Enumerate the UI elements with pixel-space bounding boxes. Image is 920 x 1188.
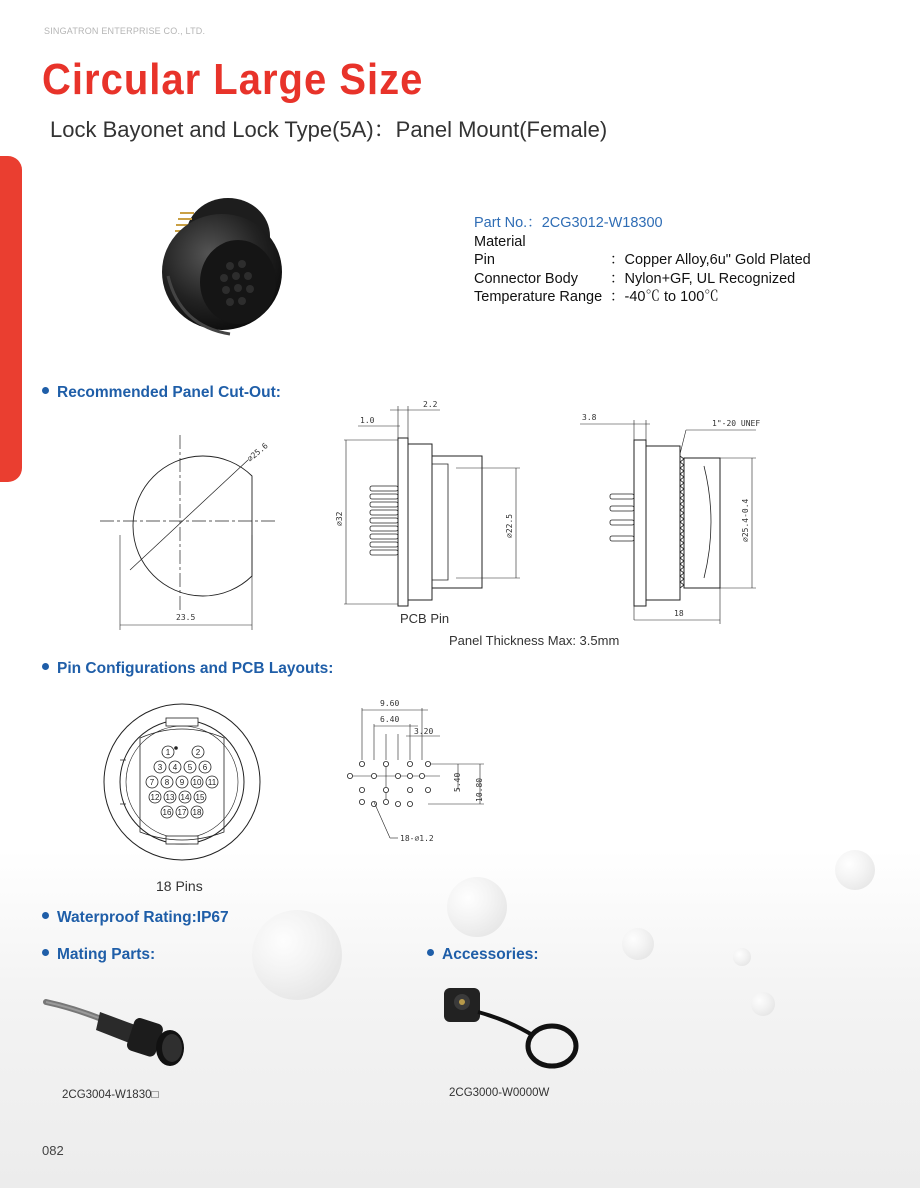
spec-value: ：Copper Alloy,6u" Gold Plated [610, 252, 811, 268]
pcb-dim-9-60: 9.60 [380, 699, 400, 708]
company-name: SINGATRON ENTERPRISE CO., LTD. [44, 26, 206, 36]
pcb-hole [359, 787, 364, 792]
pcb-hole [425, 787, 430, 792]
pcb-hole [425, 761, 430, 766]
panel-thickness-note: Panel Thickness Max: 3.5mm [449, 633, 620, 648]
spec-key: Connector Body [474, 270, 578, 287]
decorative-bubble [751, 992, 775, 1016]
accessory-photo [438, 980, 588, 1070]
decorative-bubble [252, 910, 342, 1000]
dim-length: 18 [674, 609, 684, 618]
pin-number: 15 [195, 793, 205, 802]
pin-number: 4 [172, 763, 178, 772]
pcb-hole [407, 773, 412, 778]
part-number-label: Part No.： [474, 215, 542, 231]
spec-table [474, 214, 811, 307]
pcb-hole [371, 773, 376, 778]
dim-thread-dia: ∅25.4-0.4 [741, 498, 750, 542]
dim-1-0: 1.0 [360, 416, 375, 425]
pin-number: 5 [187, 763, 193, 772]
pin-number: 7 [149, 778, 155, 787]
pin-number: 9 [179, 778, 185, 787]
section-heading-mating: Mating Parts: [42, 946, 155, 964]
thread-spec: 1"-20 UNEF [712, 419, 761, 428]
page-number: 082 [42, 1143, 64, 1158]
pin-number: 10 [192, 778, 202, 787]
pcb-hole [395, 773, 400, 778]
pcb-hole [407, 801, 412, 806]
decorative-bubble [447, 877, 507, 937]
pin-number: 18 [192, 808, 202, 817]
pcb-dim-6-40: 6.40 [380, 715, 400, 724]
pin-number: 1 [165, 748, 171, 757]
mating-part-number: 2CG3004-W1830□ [62, 1089, 159, 1101]
connector-photo [150, 186, 280, 346]
pin-number: 13 [165, 793, 175, 802]
dim-3-8: 3.8 [582, 413, 597, 422]
section-heading-waterproof: Waterproof Rating:IP67 [42, 909, 229, 927]
pin-number: 16 [162, 808, 172, 817]
pcb-pin-caption: PCB Pin [400, 611, 450, 626]
spec-row [474, 251, 811, 270]
dim-outer-dia: ∅32 [335, 511, 344, 526]
page-subtitle: Lock Bayonet and Lock Type(5A)：Panel Mount(Female) [50, 117, 608, 142]
pcb-hole [359, 761, 364, 766]
decorative-bubble [622, 928, 654, 960]
section-heading-pins: Pin Configurations and PCB Layouts: [42, 660, 333, 678]
section-heading-accessories: Accessories: [427, 946, 539, 964]
pcb-dim-10-80: 10.80 [475, 777, 484, 802]
dim-inner-dia: ∅22.5 [505, 513, 514, 538]
spec-value: ：-40℃ to 100℃ [610, 289, 719, 305]
pin-number: 2 [195, 748, 201, 757]
spec-row [474, 270, 811, 289]
pcb-dim-3-20: 3.20 [414, 727, 434, 736]
pcb-hole [383, 787, 388, 792]
side-tab [0, 156, 22, 482]
decorative-bubble [835, 850, 875, 890]
accessory-part-number: 2CG3000-W0000W [449, 1087, 550, 1099]
pcb-layout-drawing [340, 698, 500, 858]
decorative-bubble [733, 948, 751, 966]
pin-number: 12 [150, 793, 160, 802]
pcb-hole [395, 801, 400, 806]
spec-key: Temperature Range [474, 289, 603, 305]
pcb-dim-5-40: 5.40 [453, 772, 462, 792]
thread-view-drawing [580, 410, 770, 630]
pcb-hole [359, 799, 364, 804]
cutout-diameter: ∅25.6 [245, 441, 270, 464]
pcb-hole [407, 787, 412, 792]
pcb-hole [383, 761, 388, 766]
pcb-hole [407, 761, 412, 766]
cutout-width: 23.5 [176, 613, 196, 622]
pin-number: 14 [180, 793, 190, 802]
pin-number: 3 [157, 763, 163, 772]
pin-number: 6 [202, 763, 208, 772]
material-label: Material [474, 233, 526, 250]
mating-part-photo [44, 990, 204, 1070]
page-title: Circular Large Size [42, 56, 424, 104]
side-view-drawing [330, 398, 530, 628]
dim-2-2: 2.2 [423, 400, 438, 409]
pin-count-caption: 18 Pins [156, 878, 203, 894]
part-number: 2CG3012-W18300 [541, 215, 663, 231]
section-heading-cutout: Recommended Panel Cut-Out: [42, 384, 281, 402]
pcb-hole [383, 799, 388, 804]
pcb-hole [419, 773, 424, 778]
part-number-row [474, 214, 811, 233]
pin-number: 17 [177, 808, 187, 817]
pcb-holes-spec: 18-∅1.2 [400, 834, 434, 843]
spec-value: ：Nylon+GF, UL Recognized [610, 270, 796, 287]
pin-face-drawing [100, 700, 270, 870]
pin-number: 8 [164, 778, 170, 787]
pin-number: 11 [207, 778, 217, 787]
cutout-drawing [90, 420, 290, 640]
spec-key: Pin [474, 252, 495, 268]
pcb-hole [347, 773, 352, 778]
spec-row [474, 288, 811, 307]
